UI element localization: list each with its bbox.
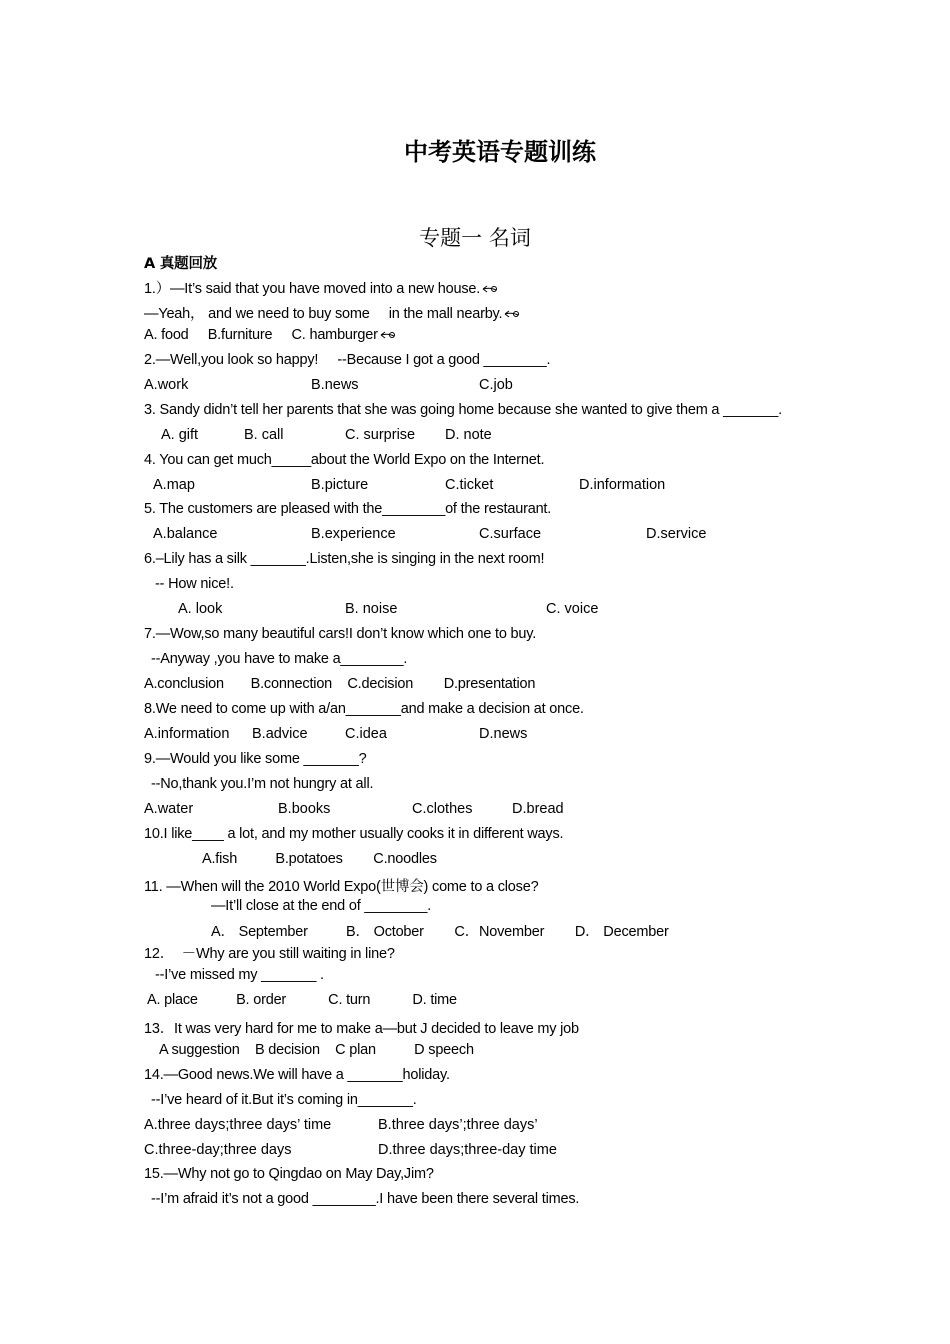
return-arrow-icon [482, 284, 498, 294]
question-4: 4. You can get much_____about the World Expo on the Internet. [144, 452, 545, 468]
option-d: D.bread [512, 801, 564, 817]
question-text: —Yeah， and we need to buy some in the mall nearby. [144, 306, 503, 322]
option-a: A.information [144, 726, 230, 742]
option-d: D.news [479, 726, 528, 742]
question-9: 9.—Would you like some _______? [144, 751, 367, 767]
question-1-options [144, 327, 396, 343]
question-2: 2.—Well,you look so happy! --Because I got a good ________. [144, 352, 551, 368]
option-b: B. call [244, 427, 284, 443]
question-1-line-2 [144, 302, 520, 323]
question-13-options: A suggestion B decision C plan D speech [159, 1042, 474, 1058]
options-text: A. food B.furniture C. hamburger [144, 327, 378, 343]
question-15: 15.—Why not go to Qingdao on May Day,Jim? [144, 1166, 434, 1182]
page-title: 中考英语专题训练 [404, 138, 596, 166]
option-c: C. voice [546, 601, 599, 617]
return-arrow-icon [380, 330, 396, 340]
option-d: D.service [646, 526, 707, 542]
question-14-reply: --I’ve heard of it.But it’s coming in_______. [151, 1092, 417, 1108]
option-b: B. noise [345, 601, 398, 617]
question-6-reply: -- How nice!. [155, 576, 234, 592]
question-5: 5. The customers are pleased with the________of the restaurant. [144, 501, 552, 517]
question-6: 6.–Lily has a silk _______.Listen,she is singing in the next room! [144, 551, 545, 567]
option-c: C.clothes [412, 801, 473, 817]
question-11-options: A． September B． October C．November D． December [211, 924, 669, 940]
question-7-options: A.conclusion B.connection C.decision D.presentation [144, 676, 536, 692]
option-b: B.books [278, 801, 331, 817]
question-14: 14.—Good news.We will have a _______holiday. [144, 1067, 450, 1083]
question-12: 12． －Why are you still waiting in line? [144, 946, 395, 962]
question-10-options: A.fish B.potatoes C.noodles [202, 851, 437, 867]
option-b: B.news [311, 377, 359, 393]
question-13: 13．It was very hard for me to make a—but J decided to leave my job [144, 1021, 579, 1037]
question-11: 11. —When will the 2010 World Expo(世博会) come to a close? [144, 879, 539, 895]
option-a: A. gift [161, 427, 199, 443]
option-c: C.surface [479, 526, 542, 542]
question-9-reply: --No,thank you.I’m not hungry at all. [151, 776, 374, 792]
question-12-reply: --I’ve missed my _______ . [155, 967, 324, 983]
option-c: C.job [479, 377, 513, 393]
option-a: A.work [144, 377, 189, 393]
question-3: 3. Sandy didn’t tell her parents that she was going home because she wanted to give them a _______. [144, 402, 782, 418]
question-11-reply: —It’ll close at the end of ________. [211, 898, 432, 914]
section-title: 专题一 名词 [419, 226, 531, 250]
option-b: B.advice [252, 726, 308, 742]
option-d: D. note [445, 427, 492, 443]
option-d: D.three days;three-day time [378, 1142, 557, 1158]
question-7: 7.—Wow,so many beautiful cars!I don’t know which one to buy. [144, 626, 537, 642]
question-7-reply: --Anyway ,you have to make a________. [151, 651, 408, 667]
question-15-reply: --I’m afraid it’s not a good ________.I have been there several times. [151, 1191, 580, 1207]
option-a: A.three days;three days’ time [144, 1117, 332, 1133]
option-a: A.map [153, 477, 195, 493]
option-d: D.information [579, 477, 666, 493]
option-b: B.experience [311, 526, 396, 542]
option-a: A.balance [153, 526, 218, 542]
question-10: 10.I like____ a lot, and my mother usually cooks it in different ways. [144, 826, 564, 842]
option-c: C.ticket [445, 477, 494, 493]
option-b: B.three days’;three days’ [378, 1117, 538, 1133]
return-arrow-icon [504, 309, 520, 319]
option-a: A.water [144, 801, 194, 817]
section-heading: A 真题回放 [144, 256, 218, 272]
option-c: C. surprise [345, 427, 416, 443]
question-1 [144, 277, 498, 298]
option-c: C.three-day;three days [144, 1142, 292, 1158]
option-c: C.idea [345, 726, 387, 742]
option-a: A. look [178, 601, 223, 617]
question-8: 8.We need to come up with a/an_______and make a decision at once. [144, 701, 584, 717]
question-12-options: A. place B. order C. turn D. time [147, 992, 457, 1008]
question-text: 1.）—It’s said that you have moved into a new house. [144, 281, 481, 297]
option-b: B.picture [311, 477, 369, 493]
